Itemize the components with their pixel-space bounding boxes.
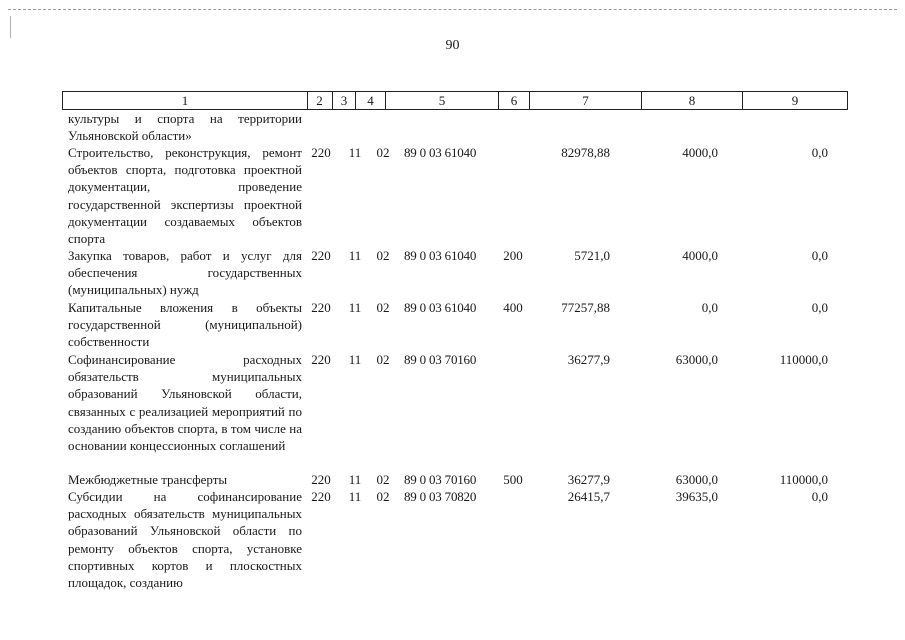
table-row bbox=[0, 299, 905, 351]
row-code-admin: 220 bbox=[311, 472, 331, 487]
row-amount-year-1: 82978,88 bbox=[561, 145, 610, 160]
header-col-8: 8 bbox=[642, 91, 743, 110]
row-code-admin: 220 bbox=[311, 300, 331, 315]
page-number: 90 bbox=[445, 38, 460, 53]
table-row bbox=[0, 110, 905, 144]
table-row bbox=[0, 144, 905, 247]
row-amount-year-1: 5721,0 bbox=[574, 248, 610, 263]
row-description: Софинансирование расходных обязательств муниципальных образований Ульяновской области, связанных с реализацией мероприятий по созданию объектов спорта, в том числе на основании концессионных соглашений bbox=[68, 352, 302, 454]
table-row bbox=[0, 488, 905, 591]
row-target-article: 89 0 03 61040 bbox=[404, 145, 477, 160]
row-target-article: 89 0 03 61040 bbox=[404, 300, 477, 315]
page-top-edge bbox=[8, 9, 897, 10]
row-section: 11 bbox=[348, 352, 362, 367]
row-amount-year-3: 0,0 bbox=[811, 489, 828, 504]
header-col-5: 5 bbox=[386, 91, 499, 110]
table-header-row bbox=[62, 91, 848, 109]
row-code-admin: 220 bbox=[311, 145, 331, 160]
row-expense-type: 200 bbox=[503, 248, 523, 263]
row-amount-year-3: 0,0 bbox=[811, 300, 828, 315]
row-target-article: 89 0 03 70820 bbox=[404, 489, 477, 504]
row-description: Закупка товаров, работ и услуг для обеспечения государственных (муниципальных) нужд bbox=[68, 248, 302, 298]
row-subsection: 02 bbox=[376, 300, 390, 315]
page-left-edge-mark bbox=[10, 16, 11, 38]
row-amount-year-2: 39635,0 bbox=[675, 489, 718, 504]
header-col-3: 3 bbox=[333, 91, 356, 110]
row-subsection: 02 bbox=[376, 352, 390, 367]
header-col-7: 7 bbox=[530, 91, 642, 110]
row-code-admin: 220 bbox=[311, 489, 331, 504]
row-target-article: 89 0 03 70160 bbox=[404, 472, 477, 487]
header-col-4: 4 bbox=[356, 91, 386, 110]
table-row bbox=[0, 471, 905, 488]
row-target-article: 89 0 03 70160 bbox=[404, 352, 477, 367]
row-section: 11 bbox=[348, 489, 362, 504]
header-col-9: 9 bbox=[743, 91, 848, 110]
row-amount-year-2: 63000,0 bbox=[675, 352, 718, 367]
header-col-1: 1 bbox=[62, 91, 308, 110]
header-col-2: 2 bbox=[307, 91, 333, 110]
row-amount-year-1: 36277,9 bbox=[567, 472, 610, 487]
row-amount-year-2: 0,0 bbox=[701, 300, 718, 315]
row-amount-year-2: 63000,0 bbox=[675, 472, 718, 487]
row-description: Капитальные вложения в объекты государственной (муниципальной) собственности bbox=[68, 300, 302, 350]
row-description: Межбюджетные трансферты bbox=[68, 472, 228, 487]
row-amount-year-1: 77257,88 bbox=[561, 300, 610, 315]
header-col-6: 6 bbox=[499, 91, 530, 110]
row-section: 11 bbox=[348, 145, 362, 160]
row-section: 11 bbox=[348, 472, 362, 487]
row-description: Субсидии на софинансирование расходных обязательств муниципальных образований Ульяновской области по ремонту объектов спорта, установке спортивных кортов и плоскостных площадок, созданию bbox=[68, 489, 302, 591]
row-amount-year-3: 0,0 bbox=[811, 248, 828, 263]
row-description: Строительство, реконструкция, ремонт объектов спорта, подготовка проектной документации, проведение государственной экспертизы проектной документации создаваемых объектов спорта bbox=[68, 145, 302, 247]
row-amount-year-3: 0,0 bbox=[811, 145, 828, 160]
row-amount-year-3: 110000,0 bbox=[779, 472, 828, 487]
row-code-admin: 220 bbox=[311, 352, 331, 367]
row-amount-year-1: 36277,9 bbox=[567, 352, 610, 367]
table-row bbox=[0, 247, 905, 299]
row-subsection: 02 bbox=[376, 472, 390, 487]
row-expense-type: 400 bbox=[503, 300, 523, 315]
row-subsection: 02 bbox=[376, 248, 390, 263]
table-row bbox=[0, 351, 905, 471]
row-target-article: 89 0 03 61040 bbox=[404, 248, 477, 263]
row-section: 11 bbox=[348, 248, 362, 263]
row-subsection: 02 bbox=[376, 489, 390, 504]
row-amount-year-1: 26415,7 bbox=[567, 489, 610, 504]
row-code-admin: 220 bbox=[311, 248, 331, 263]
table-body bbox=[0, 110, 905, 591]
row-section: 11 bbox=[348, 300, 362, 315]
row-subsection: 02 bbox=[376, 145, 390, 160]
row-expense-type: 500 bbox=[503, 472, 523, 487]
row-amount-year-2: 4000,0 bbox=[682, 248, 718, 263]
row-description: культуры и спорта на территории Ульяновской области» bbox=[68, 111, 302, 144]
row-amount-year-2: 4000,0 bbox=[682, 145, 718, 160]
row-amount-year-3: 110000,0 bbox=[779, 352, 828, 367]
